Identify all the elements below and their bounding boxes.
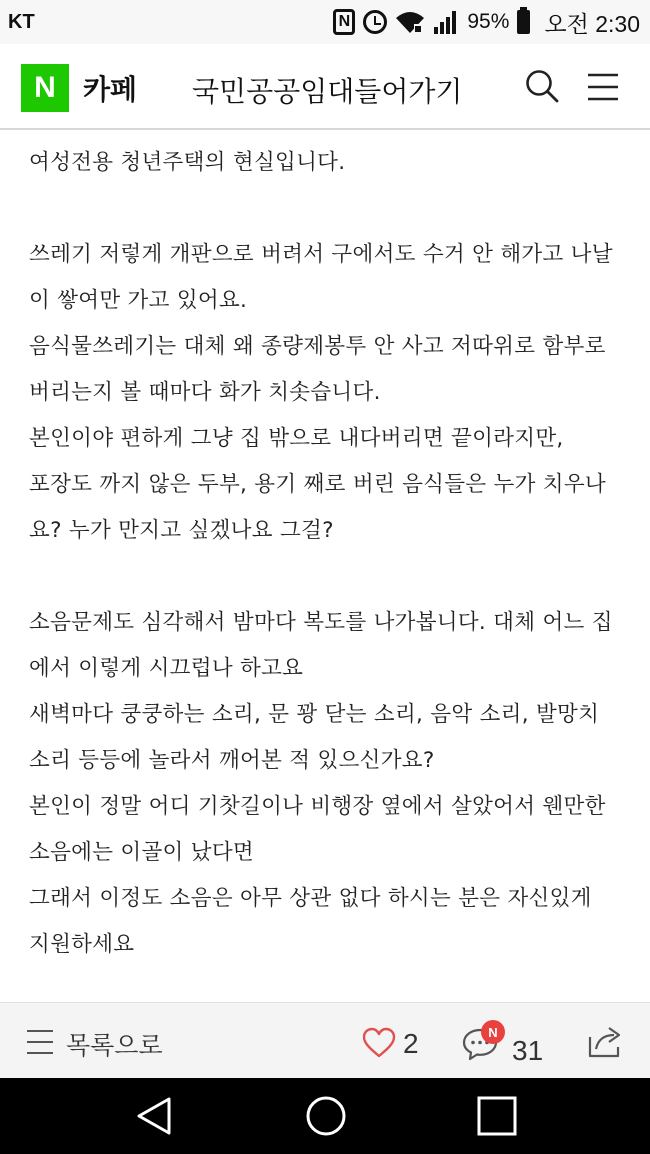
signal-strength-icon <box>433 10 459 34</box>
like-count: 2 <box>403 1028 419 1059</box>
nfc-icon: N <box>333 9 355 35</box>
article-text-line: 요? 누가 만지고 싶겠나요 그걸? <box>29 518 334 543</box>
article-text-line: 버리는지 볼 때마다 화가 치솟습니다. <box>29 380 381 405</box>
system-nav-bar <box>0 1078 650 1154</box>
status-bar <box>0 0 650 44</box>
home-icon[interactable] <box>305 1095 347 1137</box>
heart-icon[interactable] <box>362 1027 396 1059</box>
comment-count: 31 <box>512 1035 544 1066</box>
article-text-line: 에서 이렇게 시끄럽나 하고요 <box>29 656 304 681</box>
clock: 오전 2:30 <box>544 10 640 37</box>
cafe-name[interactable]: 국민공공임대들어가기 <box>192 75 463 108</box>
new-comment-badge: N <box>481 1020 505 1044</box>
paragraph-spacer <box>29 968 625 1000</box>
article-text-line: 소음문제도 심각해서 밤마다 복도를 나가봅니다. 대체 어느 집 <box>29 610 613 635</box>
article-action-bar <box>0 1002 650 1078</box>
paragraph-spacer <box>29 186 625 232</box>
battery-icon <box>517 10 530 34</box>
article-text-line: 본인이 정말 어디 기찻길이나 비행장 옆에서 살았어서 웬만한 <box>29 794 606 819</box>
wifi-icon <box>395 10 425 34</box>
article-text-line: 그래서 이정도 소음은 아무 상관 없다 하시는 분은 자신있게 <box>29 886 592 911</box>
article-body <box>0 130 650 1000</box>
article-text-line: 새벽마다 쿵쿵하는 소리, 문 꽝 닫는 소리, 음악 소리, 발망치 <box>29 702 600 727</box>
article-text-line: 음식물쓰레기는 대체 왜 종량제봉투 안 사고 저따위로 함부로 <box>29 334 606 359</box>
back-icon[interactable] <box>135 1096 173 1136</box>
article-text-line: 본인이야 편하게 그냥 집 밖으로 내다버리면 끝이라지만, <box>29 426 564 451</box>
article-text-line: 지원하세요 <box>29 932 135 957</box>
share-icon[interactable] <box>586 1025 624 1059</box>
search-icon[interactable] <box>524 68 560 104</box>
cafe-label[interactable]: 카페 <box>83 73 138 106</box>
recent-apps-icon[interactable] <box>477 1096 517 1136</box>
article-text-line: 쓰레기 저렇게 개판으로 버려서 구에서도 수거 안 해가고 나날 <box>29 242 613 267</box>
status-icons <box>333 0 640 44</box>
carrier-name: KT <box>8 11 35 33</box>
article-text-line: 소음에는 이골이 났다면 <box>29 840 254 865</box>
article-text-line: 소리 등등에 놀라서 깨어본 적 있으신가요? <box>29 748 435 773</box>
list-icon[interactable] <box>26 1029 54 1055</box>
alarm-icon <box>363 10 387 34</box>
article-text-line: 포장도 까지 않은 두부, 용기 째로 버린 음식들은 누가 치우나 <box>29 472 607 497</box>
article-text-line: 여성전용 청년주택의 현실입니다. <box>29 150 346 175</box>
cafe-header <box>0 44 650 130</box>
back-to-list-button[interactable]: 목록으로 <box>66 1031 163 1060</box>
battery-percent: 95% <box>467 10 510 33</box>
paragraph-spacer <box>29 554 625 600</box>
menu-icon[interactable] <box>586 72 620 102</box>
naver-logo[interactable]: N <box>21 64 69 112</box>
article-text-line: 이 쌓여만 가고 있어요. <box>29 288 248 313</box>
